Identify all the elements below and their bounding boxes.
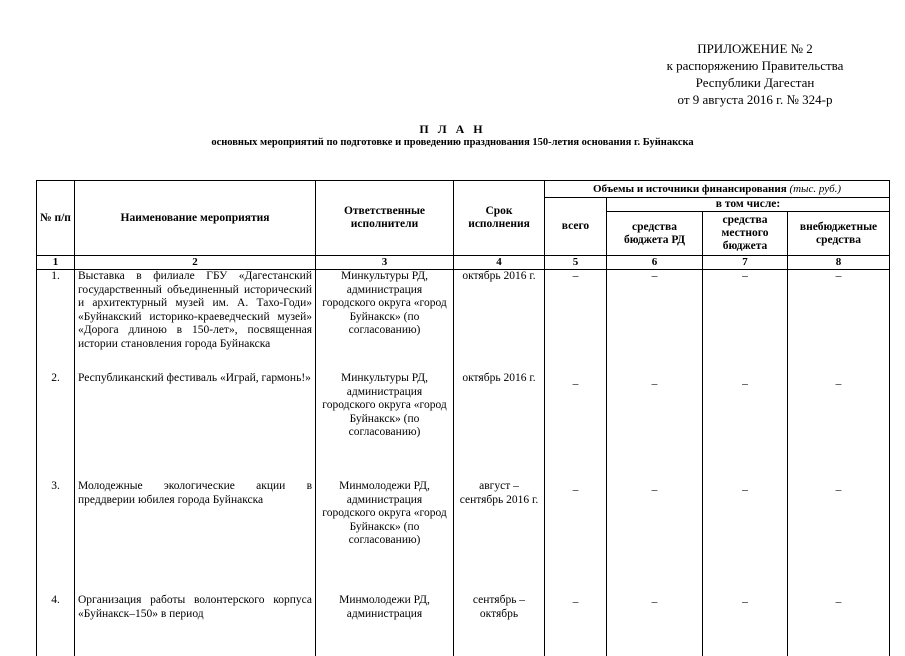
- row-term: август – сентябрь 2016 г.: [454, 468, 545, 580]
- row-budget-local: –: [703, 468, 788, 580]
- row-number: 3.: [37, 468, 75, 580]
- column-number: 3: [316, 256, 454, 270]
- column-number: 8: [788, 256, 890, 270]
- row-name: Выставка в филиале ГБУ «Дагестанский государственный объединенный исторический и архитектурный музей им. А. Тахо-Годи» «Буйнакский историко-краеведческий музей» «Дорога длиною в 150-лет», посвященная истории становления города Буйнакска: [75, 270, 316, 363]
- row-offbudget: –: [788, 468, 890, 580]
- header-financing-label: Объемы и источники финансирования: [592, 182, 787, 195]
- table-row: [37, 580, 890, 656]
- appendix-date: от 9 августа 2016 г. № 324-р: [677, 92, 833, 107]
- row-executors: Минмолодежи РД, администрация городского округа «город Буйнакск» (по согласованию): [316, 468, 454, 580]
- table-row: [37, 270, 890, 363]
- plan-table: [36, 180, 890, 656]
- header-executors: Ответственные исполнители: [316, 181, 454, 256]
- row-total: –: [545, 362, 607, 468]
- row-executors: Минмолодежи РД, администрация: [316, 580, 454, 656]
- row-budget-local: –: [703, 270, 788, 363]
- row-budget-local: –: [703, 580, 788, 656]
- row-budget-local: –: [703, 362, 788, 468]
- column-number: 1: [37, 256, 75, 270]
- row-number: 2.: [37, 362, 75, 468]
- row-budget-rd: –: [607, 580, 703, 656]
- header-term: Срок исполнения: [454, 181, 545, 256]
- header-name: Наименование мероприятия: [75, 181, 316, 256]
- header-financing-unit: (тыс. руб.): [789, 182, 842, 195]
- row-name: Организация работы волонтерского корпуса «Буйнакск–150» в период: [75, 580, 316, 656]
- row-number: 4.: [37, 580, 75, 656]
- row-name: Молодежные экологические акции в преддверии юбилея города Буйнакска: [75, 468, 316, 580]
- header-including: в том числе:: [607, 198, 890, 212]
- table-row: [37, 362, 890, 468]
- column-number: 4: [454, 256, 545, 270]
- header-num: № п/п: [37, 181, 75, 256]
- row-budget-rd: –: [607, 362, 703, 468]
- row-term: октябрь 2016 г.: [454, 270, 545, 363]
- column-number: 5: [545, 256, 607, 270]
- row-offbudget: –: [788, 362, 890, 468]
- appendix-line: к распоряжению Правительства: [666, 58, 844, 73]
- row-total: –: [545, 580, 607, 656]
- header-budget-local: средства местного бюджета: [703, 212, 788, 256]
- row-name: Республиканский фестиваль «Играй, гармонь!»: [75, 362, 316, 468]
- row-offbudget: –: [788, 270, 890, 363]
- row-number: 1.: [37, 270, 75, 363]
- header-financing: [545, 181, 890, 198]
- header-total: всего: [545, 198, 607, 256]
- row-term: сентябрь – октябрь: [454, 580, 545, 656]
- row-total: –: [545, 270, 607, 363]
- row-executors: Минкультуры РД, администрация городского округа «город Буйнакск» (по согласованию): [316, 270, 454, 363]
- header-budget-rd: средства бюджета РД: [607, 212, 703, 256]
- header-offbudget: внебюджетные средства: [788, 212, 890, 256]
- column-number: 6: [607, 256, 703, 270]
- plan-title: П Л А Н: [419, 122, 486, 136]
- appendix-line: Республики Дагестан: [695, 75, 815, 90]
- appendix-title: ПРИЛОЖЕНИЕ № 2: [697, 41, 813, 56]
- plan-subtitle: основных мероприятий по подготовке и проведению празднования 150-летия основания г. Буйнакска: [211, 137, 694, 148]
- column-number: 2: [75, 256, 316, 270]
- column-number: 7: [703, 256, 788, 270]
- row-term: октябрь 2016 г.: [454, 362, 545, 468]
- appendix-block: [640, 40, 870, 108]
- table-row: [37, 468, 890, 580]
- row-offbudget: –: [788, 580, 890, 656]
- row-executors: Минкультуры РД, администрация городского округа «город Буйнакск» (по согласованию): [316, 362, 454, 468]
- row-budget-rd: –: [607, 468, 703, 580]
- row-budget-rd: –: [607, 270, 703, 363]
- row-total: –: [545, 468, 607, 580]
